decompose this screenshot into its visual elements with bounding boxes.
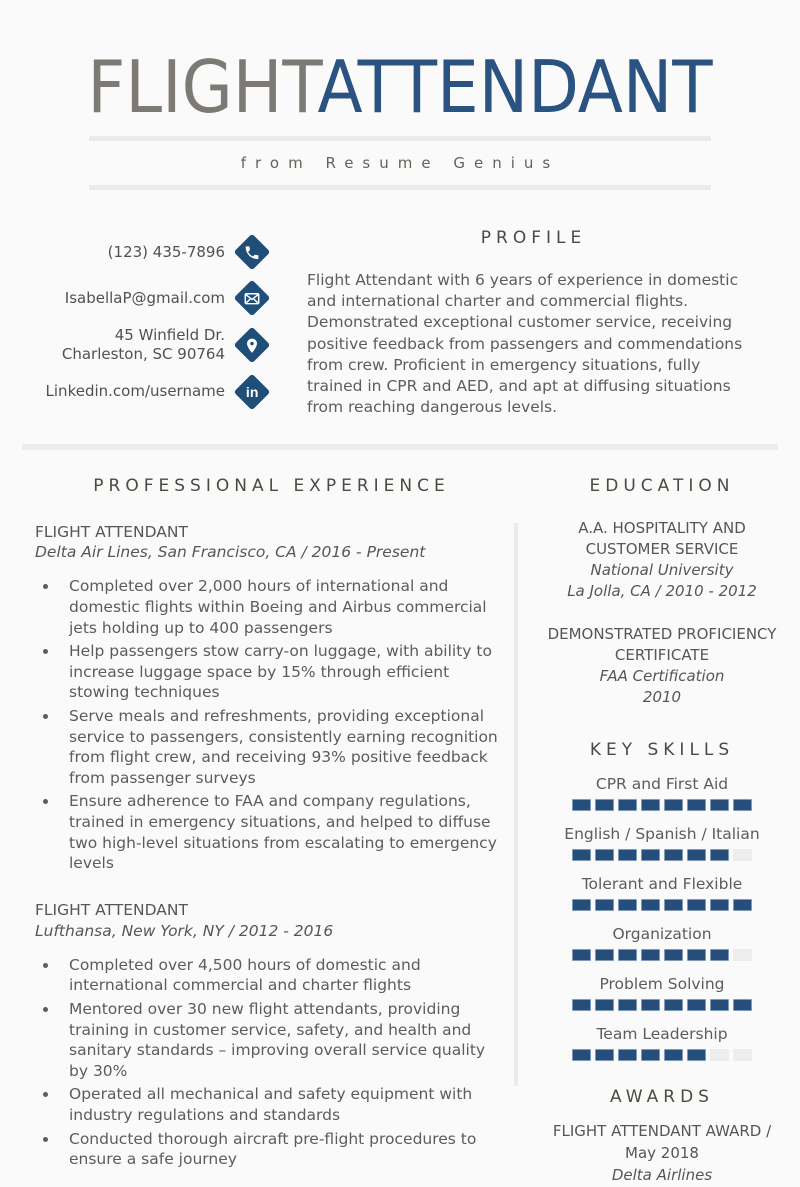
skill-label: CPR and First Aid (595, 774, 729, 793)
skill-item (542, 774, 782, 811)
award-org: Delta Airlines (611, 1165, 713, 1184)
envelope-glyph (244, 290, 261, 307)
education-dates: 2010 (642, 687, 682, 706)
skill-segment-filled (618, 1049, 637, 1061)
award-entry (542, 1121, 782, 1186)
education-school: National University (590, 560, 734, 579)
skill-segment-filled (687, 999, 706, 1011)
skill-segment-filled (664, 799, 683, 811)
contact-block (22, 226, 270, 420)
job-bullets (35, 576, 508, 874)
address-line2: Charleston, SC 90764 (61, 344, 225, 363)
profile-heading: PROFILE (480, 228, 587, 248)
sidebar-column (518, 450, 800, 1187)
job-bullet: • Ensure adherence to FAA and company regulations, trained in emergency situations, and helped to diffuse two high-level situations from escalating to emergency levels (59, 791, 508, 873)
linkedin-glyph: in (245, 383, 259, 400)
skill-segment-filled (572, 849, 591, 861)
job-entry (35, 900, 508, 1170)
education-title: A.A. HOSPITALITY AND CUSTOMER SERVICE (578, 518, 746, 558)
skill-segment-filled (733, 999, 752, 1011)
awards-heading: AWARDS (610, 1087, 714, 1108)
address-line1: 45 Winfield Dr. (114, 326, 225, 344)
skill-segment-filled (710, 899, 729, 911)
skill-segment-filled (641, 999, 660, 1011)
title-part-flight: FLIGHT (87, 44, 318, 130)
skill-item (542, 1024, 782, 1061)
skill-segment-empty (733, 1049, 752, 1061)
contact-phone-row (22, 234, 270, 270)
header-divider-bottom (89, 185, 711, 190)
skill-bar (542, 949, 782, 961)
education-school: FAA Certification (599, 666, 725, 685)
skill-bar (542, 999, 782, 1011)
skill-segment-filled (618, 799, 637, 811)
contact-address-row (22, 326, 270, 364)
skill-item (542, 874, 782, 911)
skill-label: English / Spanish / Italian (564, 824, 760, 843)
skills-heading: KEY SKILLS (589, 739, 735, 760)
skill-segment-filled (641, 849, 660, 861)
linkedin-handle: Linkedin.com/username (45, 382, 225, 401)
title-part-attendant: ATTENDANT (317, 44, 713, 130)
skill-bar (542, 849, 782, 861)
phone-number: (123) 435-7896 (107, 242, 225, 261)
skill-segment-filled (733, 799, 752, 811)
skill-segment-filled (687, 899, 706, 911)
skill-segment-filled (664, 1049, 683, 1061)
awards-list (542, 1121, 782, 1186)
skill-segment-filled (572, 949, 591, 961)
job-bullet: • Completed over 4,500 hours of domestic and international commercial and charter flights (59, 955, 508, 996)
education-list (542, 518, 782, 708)
experience-section (0, 450, 518, 1187)
skill-segment-filled (618, 999, 637, 1011)
job-title: FLIGHT ATTENDANT (35, 522, 188, 541)
skill-segment-filled (595, 949, 614, 961)
skill-segment-filled (572, 1049, 591, 1061)
skill-label: Problem Solving (599, 975, 725, 994)
skill-segment-filled (618, 899, 637, 911)
education-dates: La Jolla, CA / 2010 - 2012 (567, 581, 757, 600)
skill-label: Tolerant and Flexible (581, 874, 743, 893)
skill-bar (542, 899, 782, 911)
skill-segment-filled (641, 799, 660, 811)
skill-segment-filled (710, 999, 729, 1011)
job-bullet: • Serve meals and refreshments, providing exceptional service to passengers, consistently earning recognition from flight crew, and receiving 93% positive feedback from passenger surveys (59, 706, 508, 788)
job-bullet: • Help passengers stow carry-on luggage, with ability to increase luggage space by 15% through efficient stowing techniques (59, 641, 508, 703)
column-divider (514, 523, 518, 1086)
contact-email-row (22, 280, 270, 316)
contact-profile-row (0, 226, 800, 420)
experience-heading: PROFESSIONAL EXPERIENCE (93, 475, 450, 496)
skill-segment-filled (710, 849, 729, 861)
job-meta: Lufthansa, New York, NY / 2012 - 2016 (35, 921, 334, 940)
header-divider-top (89, 136, 711, 141)
email-address: IsabellaP@gmail.com (64, 288, 225, 307)
job-title: FLIGHT ATTENDANT (35, 900, 188, 919)
address (62, 326, 225, 364)
job-meta: Delta Air Lines, San Francisco, CA / 2016 - Present (35, 543, 426, 562)
skill-segment-empty (710, 1049, 729, 1061)
skill-bar (542, 799, 782, 811)
job-bullet: • Conducted thorough aircraft pre-flight procedures to ensure a safe journey (59, 1129, 508, 1170)
phone-icon (234, 234, 271, 271)
location-pin-icon (234, 326, 271, 363)
skill-item (542, 924, 782, 961)
job-bullet: • Operated all mechanical and safety equipment with industry regulations and standards (59, 1084, 508, 1125)
skill-label: Organization (612, 924, 712, 943)
education-entry (542, 624, 782, 708)
skill-segment-filled (595, 799, 614, 811)
skill-segment-filled (572, 999, 591, 1011)
skill-segment-filled (595, 1049, 614, 1061)
contact-linkedin-row (22, 374, 270, 410)
page-title (87, 44, 713, 130)
skill-segment-filled (641, 899, 660, 911)
skill-segment-filled (664, 899, 683, 911)
pin-glyph (244, 336, 261, 353)
education-entry (542, 518, 782, 602)
skill-item (542, 974, 782, 1011)
skill-segment-filled (595, 999, 614, 1011)
skills-list (542, 774, 782, 1062)
profile-text: Flight Attendant with 6 years of experience in domestic and international charter and commercial flights. Demonstrated exceptional customer service, receiving positive feedback from passengers and commendations from crew. Proficient in emergency situations, fully trained in CPR and AED, and apt at diffusing situations from reaching dangerous levels. (307, 271, 743, 417)
skill-segment-filled (641, 1049, 660, 1061)
education-heading: EDUCATION (589, 475, 735, 496)
main-columns (0, 450, 800, 1187)
skill-segment-filled (664, 849, 683, 861)
job-bullet: • Mentored over 30 new flight attendants, providing training in customer service, safety, and health and sanitary standards – improving overall service quality by 30% (59, 999, 508, 1081)
header (0, 0, 800, 190)
email-icon (234, 280, 271, 317)
phone-glyph (244, 244, 261, 261)
job-bullet: • Completed over 2,000 hours of international and domestic flights within Boeing and Airbus commercial jets holding up to 400 passengers (59, 576, 508, 638)
skill-segment-filled (687, 799, 706, 811)
skill-segment-filled (641, 949, 660, 961)
skill-item (542, 824, 782, 861)
skill-segment-filled (687, 949, 706, 961)
jobs-list (35, 522, 508, 1170)
education-title: DEMONSTRATED PROFICIENCY CERTIFICATE (547, 624, 777, 664)
skill-segment-filled (618, 949, 637, 961)
skill-bar (542, 1049, 782, 1061)
skill-segment-filled (595, 849, 614, 861)
skill-segment-filled (664, 999, 683, 1011)
skill-segment-empty (733, 849, 752, 861)
skill-segment-filled (710, 799, 729, 811)
job-bullets (35, 955, 508, 1170)
job-entry (35, 522, 508, 874)
award-title: FLIGHT ATTENDANT AWARD / May 2018 (552, 1122, 772, 1163)
linkedin-icon (234, 373, 271, 410)
tagline: from Resume Genius (240, 154, 560, 172)
skill-segment-filled (687, 1049, 706, 1061)
skill-segment-filled (710, 949, 729, 961)
skill-segment-filled (664, 949, 683, 961)
skill-segment-filled (572, 799, 591, 811)
skill-segment-filled (733, 899, 752, 911)
skill-segment-filled (687, 849, 706, 861)
skill-segment-filled (572, 899, 591, 911)
skill-segment-filled (595, 899, 614, 911)
skill-segment-filled (618, 849, 637, 861)
skill-label: Team Leadership (596, 1025, 728, 1044)
profile-section (270, 226, 778, 420)
skill-segment-empty (733, 949, 752, 961)
